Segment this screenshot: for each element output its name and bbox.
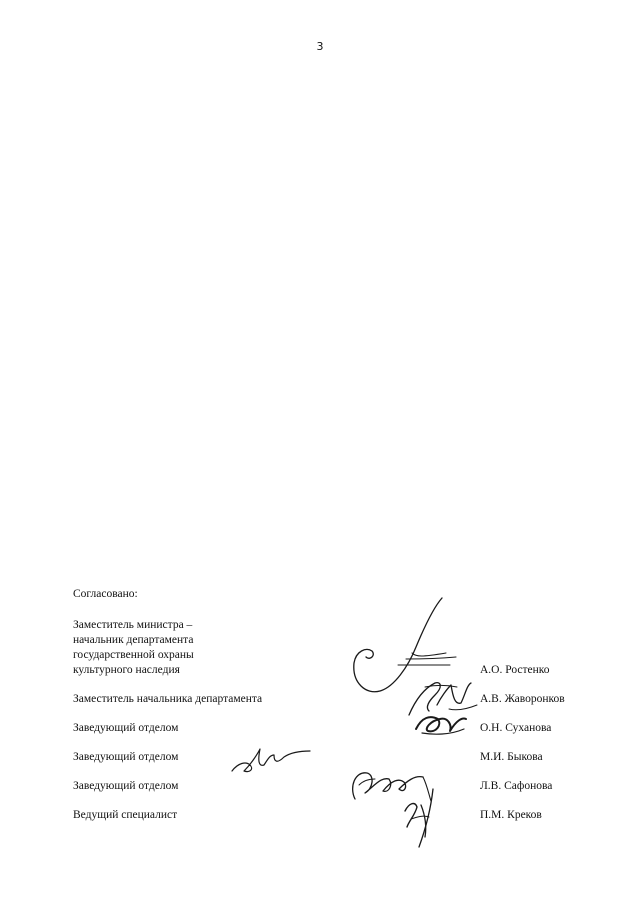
approval-heading: Согласовано: [73, 588, 138, 600]
signatory-name-4: М.И. Быкова [480, 751, 543, 763]
signature-sukhanova [412, 707, 472, 737]
signatory-name-1: А.О. Ростенко [480, 664, 550, 676]
signature-bykova [228, 743, 313, 775]
signatory-name-2: А.В. Жаворонков [480, 693, 565, 705]
signatory-position-5: Заведующий отделом [73, 780, 179, 792]
signatory-position-1: Заместитель министра – начальник департамента государственной охраны культурного наследия [73, 619, 194, 676]
signatory-position-3: Заведующий отделом [73, 722, 179, 734]
signatory-position-6: Ведущий специалист [73, 809, 178, 821]
signature-safonova-krekov [345, 755, 445, 855]
signatory-name-3: О.Н. Суханова [480, 722, 552, 734]
page-number: 3 [316, 40, 324, 53]
signatory-name-5: Л.В. Сафонова [480, 780, 553, 792]
signatory-position-2: Заместитель начальника департамента [73, 693, 263, 705]
signatory-name-6: П.М. Креков [480, 809, 542, 821]
signatory-position-4: Заведующий отделом [73, 751, 179, 763]
